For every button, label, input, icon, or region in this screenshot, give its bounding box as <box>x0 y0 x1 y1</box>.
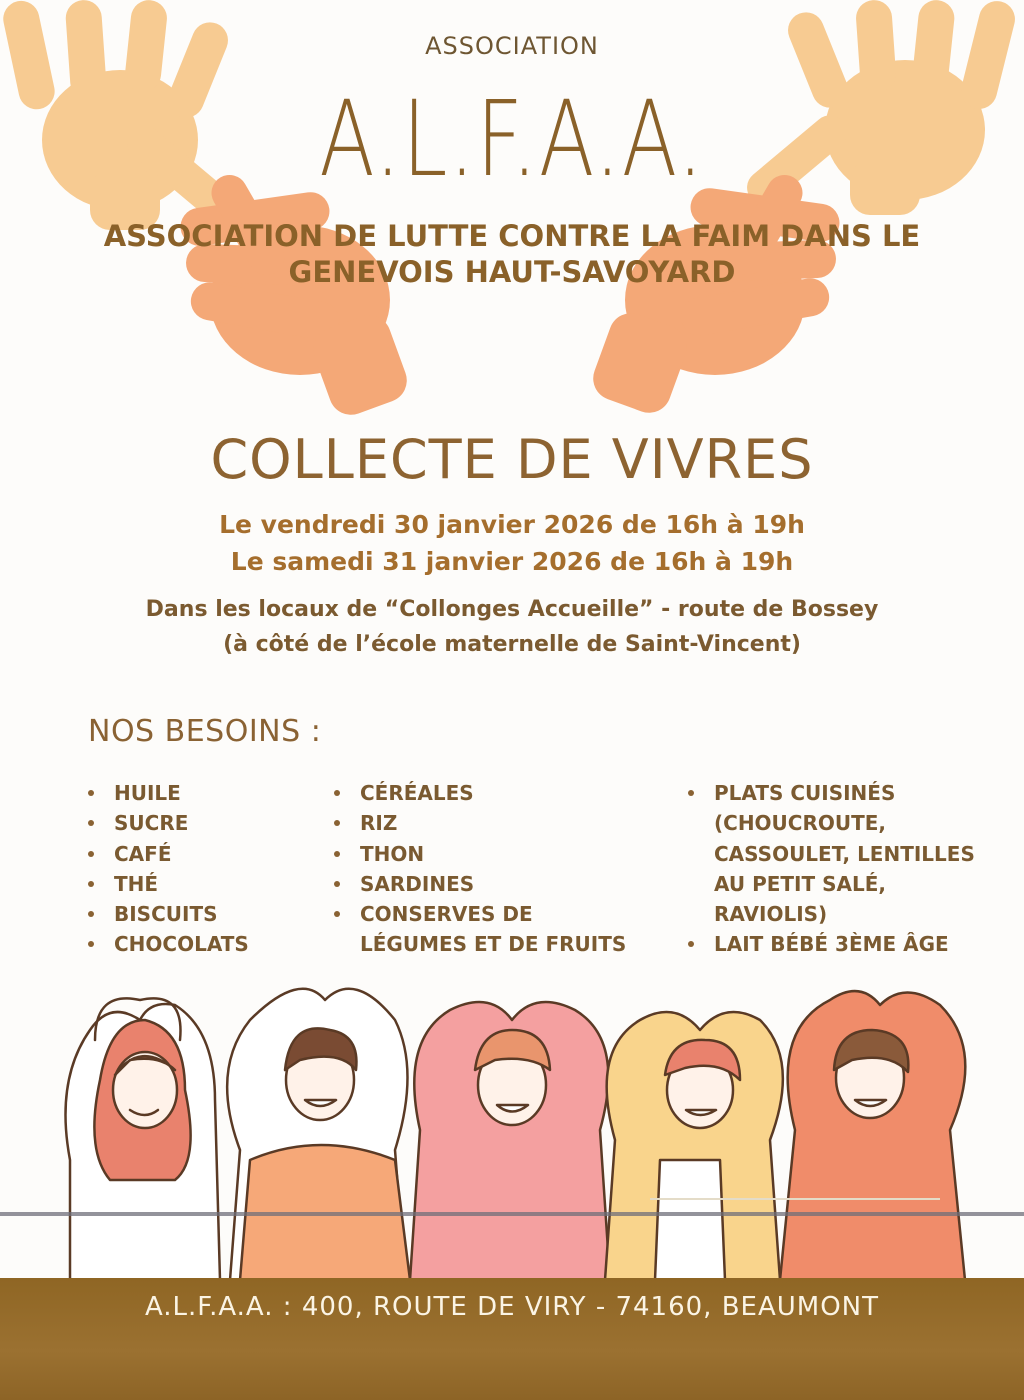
event-date-1: Le vendredi 30 janvier 2026 de 16h à 19h <box>219 510 805 539</box>
hands-illustration <box>0 0 1024 420</box>
list-item: LAIT BÉBÉ 3ÈME ÂGE <box>686 929 975 959</box>
hand-bottom-right <box>587 168 842 419</box>
list-item: SARDINES <box>332 869 626 899</box>
needs-list-column-1 <box>86 778 249 960</box>
list-item-continuation: RAVIOLIS) <box>714 902 828 927</box>
scan-artifact-line <box>0 1212 1024 1216</box>
full-name-line-2: GENEVOIS HAUT-SAVOYARD <box>288 255 736 289</box>
list-item-continuation: (CHOUCROUTE, <box>714 811 887 836</box>
list-item: CAFÉ <box>86 839 249 869</box>
person-4 <box>605 1012 783 1280</box>
person-2 <box>227 989 410 1280</box>
event-location-line-1: Dans les locaux de “Collonges Accueille” - route de Bossey <box>145 597 879 622</box>
needs-list-column-2 <box>332 778 626 960</box>
event-date-2: Le samedi 31 janvier 2026 de 16h à 19h <box>230 547 794 576</box>
list-item: SUCRE <box>86 808 249 838</box>
scan-artifact-light <box>650 1198 940 1200</box>
list-item: THÉ <box>86 869 249 899</box>
list-item: CHOCOLATS <box>86 929 249 959</box>
list-item: RIZ <box>332 808 626 838</box>
people-heart-hands-illustration <box>0 960 1024 1280</box>
hand-bottom-left <box>178 168 413 420</box>
needs-list-column-3 <box>686 778 975 960</box>
list-item-continuation: LÉGUMES ET DE FRUITS <box>360 932 627 957</box>
list-item: CÉRÉALES <box>332 778 626 808</box>
association-full-name <box>0 218 1024 290</box>
event-title: COLLECTE DE VIVRES <box>210 428 814 491</box>
list-item: BISCUITS <box>86 899 249 929</box>
needs-title: NOS BESOINS : <box>88 714 322 749</box>
list-item: CONSERVES DE <box>332 899 626 929</box>
list-item: HUILE <box>86 778 249 808</box>
acronym-title: A.L.F.A.A. <box>319 78 705 200</box>
event-location-line-2: (à côté de l’école maternelle de Saint-Vincent) <box>223 632 801 657</box>
footer-address: A.L.F.A.A. : 400, ROUTE DE VIRY - 74160, BEAUMONT <box>144 1292 880 1322</box>
list-item: PLATS CUISINÉS <box>686 778 975 808</box>
list-item-continuation: CASSOULET, LENTILLES <box>714 841 975 866</box>
list-item: THON <box>332 839 626 869</box>
person-1 <box>66 998 221 1280</box>
list-item-continuation: AU PETIT SALÉ, <box>714 871 886 896</box>
association-label: ASSOCIATION <box>425 32 599 60</box>
person-3 <box>410 1002 610 1280</box>
full-name-line-1: ASSOCIATION DE LUTTE CONTRE LA FAIM DANS LE <box>103 219 921 253</box>
person-5 <box>780 991 965 1280</box>
